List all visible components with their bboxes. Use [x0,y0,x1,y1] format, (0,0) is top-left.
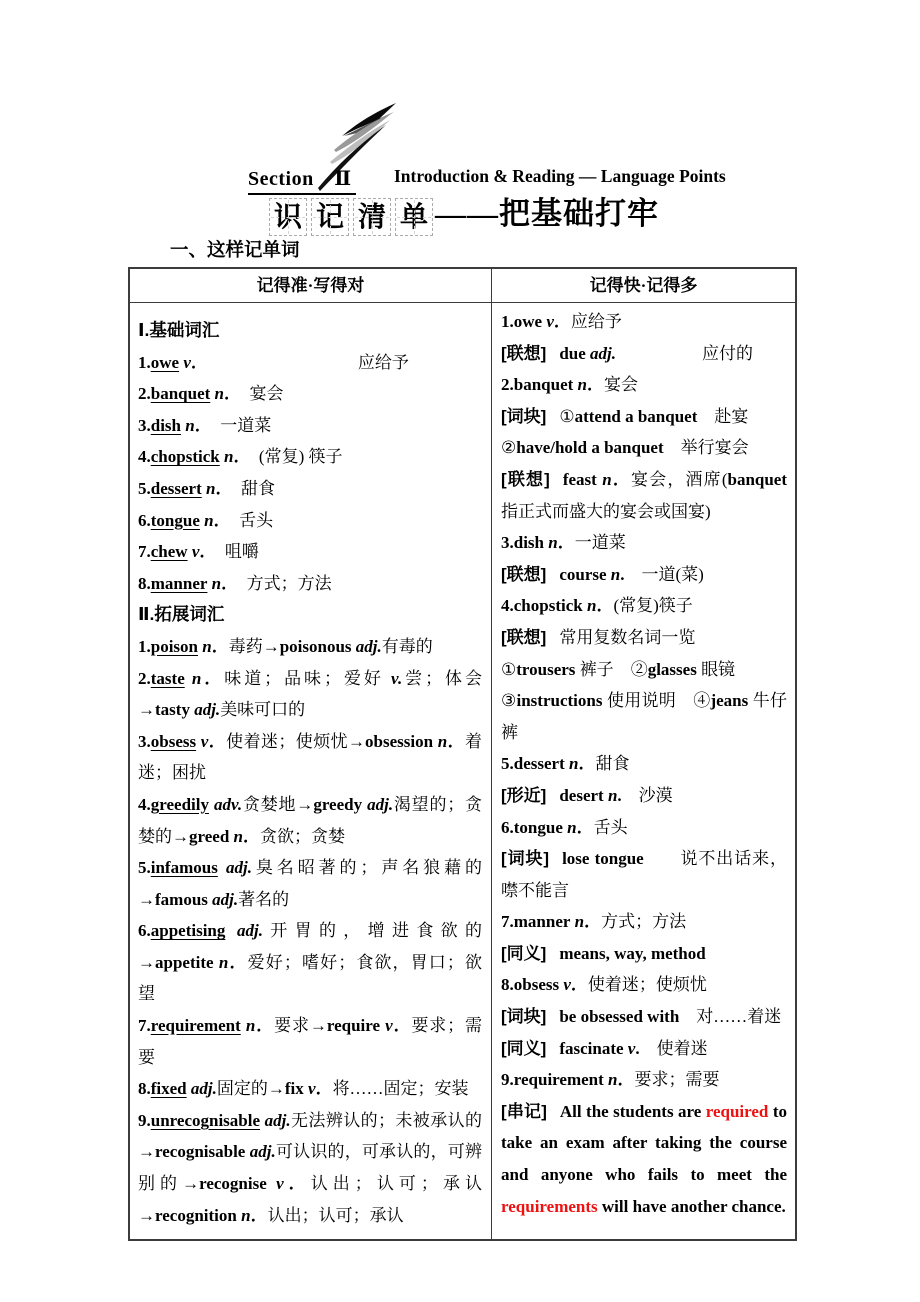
vocab-line: 9.requirement n．要求；需要 [501,1070,720,1090]
vocab-line: 7.manner n．方式；方法 [501,912,687,932]
vocab-line: 7.requirement n．要求→require v．要求；需要 [138,1016,483,1067]
vocab-line: [同义] fascinate v. 使着迷 [501,1038,708,1058]
vocab-line: 8.fixed adj.固定的→fix v．将……固定；安装 [138,1079,469,1099]
vocab-line: [同义] means, way, method [501,943,706,963]
vocab-line: 5.dessert n． 甜食 [138,478,275,498]
banner-boxed-char: 识 [269,198,307,236]
table-body [130,303,795,1239]
page-title: Introduction & Reading — Language Points [394,166,726,186]
vocab-line: 4.greedily adv.贪婪地→greedy adj.渴望的；贪婪的→greed n．贪欲；贪婪 [138,794,483,846]
vocab-line: 6.appetising adj.开胃的，增进食欲的→appetite n．爱好；嗜好；食欲，胃口；欲望 [138,921,483,1004]
vocab-line: 3.dish n．一道菜 [501,533,626,553]
vocab-table [128,267,797,1241]
vocab-line: 5.infamous adj.臭名昭著的；声名狼藉的→famous adj.著名的 [138,858,482,909]
table-header-left: 记得准·写得对 [130,269,492,302]
vocab-line: 6.tongue n． 舌头 [138,510,274,530]
vocab-line: Ⅱ.拓展词汇 [138,604,225,625]
vocab-line: ②have/hold a banquet 举行宴会 [501,438,749,458]
vocab-line: 6.tongue n．舌头 [501,817,628,837]
vocab-line: 3.dish n． 一道菜 [138,415,272,435]
column-left [130,303,492,1239]
banner-boxed-char: 记 [311,198,349,236]
vocab-line: Ⅰ.基础词汇 [138,320,220,340]
section-label: Section Ⅱ [248,162,356,195]
vocab-line: 2.banquet n． 宴会 [138,384,284,404]
vocab-line: 4.chopstick n． (常复) 筷子 [138,447,343,467]
vocab-line: 7.chew v． 咀嚼 [138,542,259,562]
vocab-line: [联想] due adj. 应付的 [501,343,754,363]
vocab-line: [词块] be obsessed with 对……着迷 [501,1007,782,1027]
vocab-line: 5.dessert n．甜食 [501,754,630,774]
vocab-line: 1.owe v．应给予 [501,312,622,331]
banner-title [128,188,798,236]
vocab-line: 3.obsess v．使着迷；使烦忧→obsession n．着迷；困扰 [138,731,483,783]
vocab-line: ①trousers 裤子 ②glasses 眼镜 [501,659,736,679]
banner-boxed-char: 单 [395,198,433,236]
list-heading: 一、这样记单词 [170,239,300,260]
banner-boxed [267,202,435,233]
vocab-line: 1.owe v． 应给予 [138,352,409,372]
vocab-line: 2.banquet n．宴会 [501,375,638,395]
vocab-line: ③instructions 使用说明 ④jeans 牛仔裤 [501,691,787,742]
vocab-line: [词块] ①attend a banquet 赴宴 [501,406,749,426]
vocab-line: 1.poison n．毒药→poisonous adj.有毒的 [138,636,433,656]
column-right [492,303,795,1239]
vocab-line: 2.taste n．味道；品味；爱好 v.尝；体会→tasty adj.美味可口的 [138,668,482,720]
vocab-line: [串记] All the students are required to take an exam after taking the course and anyone who fails to meet the requirements will have another chance. [501,1101,787,1216]
vocab-line: 4.chopstick n．(常复)筷子 [501,596,693,616]
banner-boxed-char: 清 [353,198,391,236]
vocab-line: [联想] 常用复数名词一览 [501,627,696,647]
vocab-line: 9.unrecognisable adj.无法辨认的；未被承认的→recognisable adj.可认识的，可承认的，可辨别的→recognise v．认出；认可；承认→recognition n．认出；认可；承认 [138,1110,483,1225]
vocab-line: [联想] feast n．宴会，酒席(banquet 指正式而盛大的宴会或国宴) [501,469,788,521]
vocab-line: 8.manner n． 方式；方法 [138,573,332,593]
table-header-row [130,269,795,303]
banner-suffix: ——把基础打牢 [435,196,659,231]
vocab-line: [词块] lose tongue 说不出话来，噤不能言 [501,849,788,900]
vocab-line: 8.obsess v．使着迷；使烦忧 [501,975,707,995]
vocab-line: [联想] course n. 一道(菜) [501,564,704,584]
vocab-line: [形近] desert n. 沙漠 [501,785,673,805]
table-header-right: 记得快·记得多 [589,276,698,295]
